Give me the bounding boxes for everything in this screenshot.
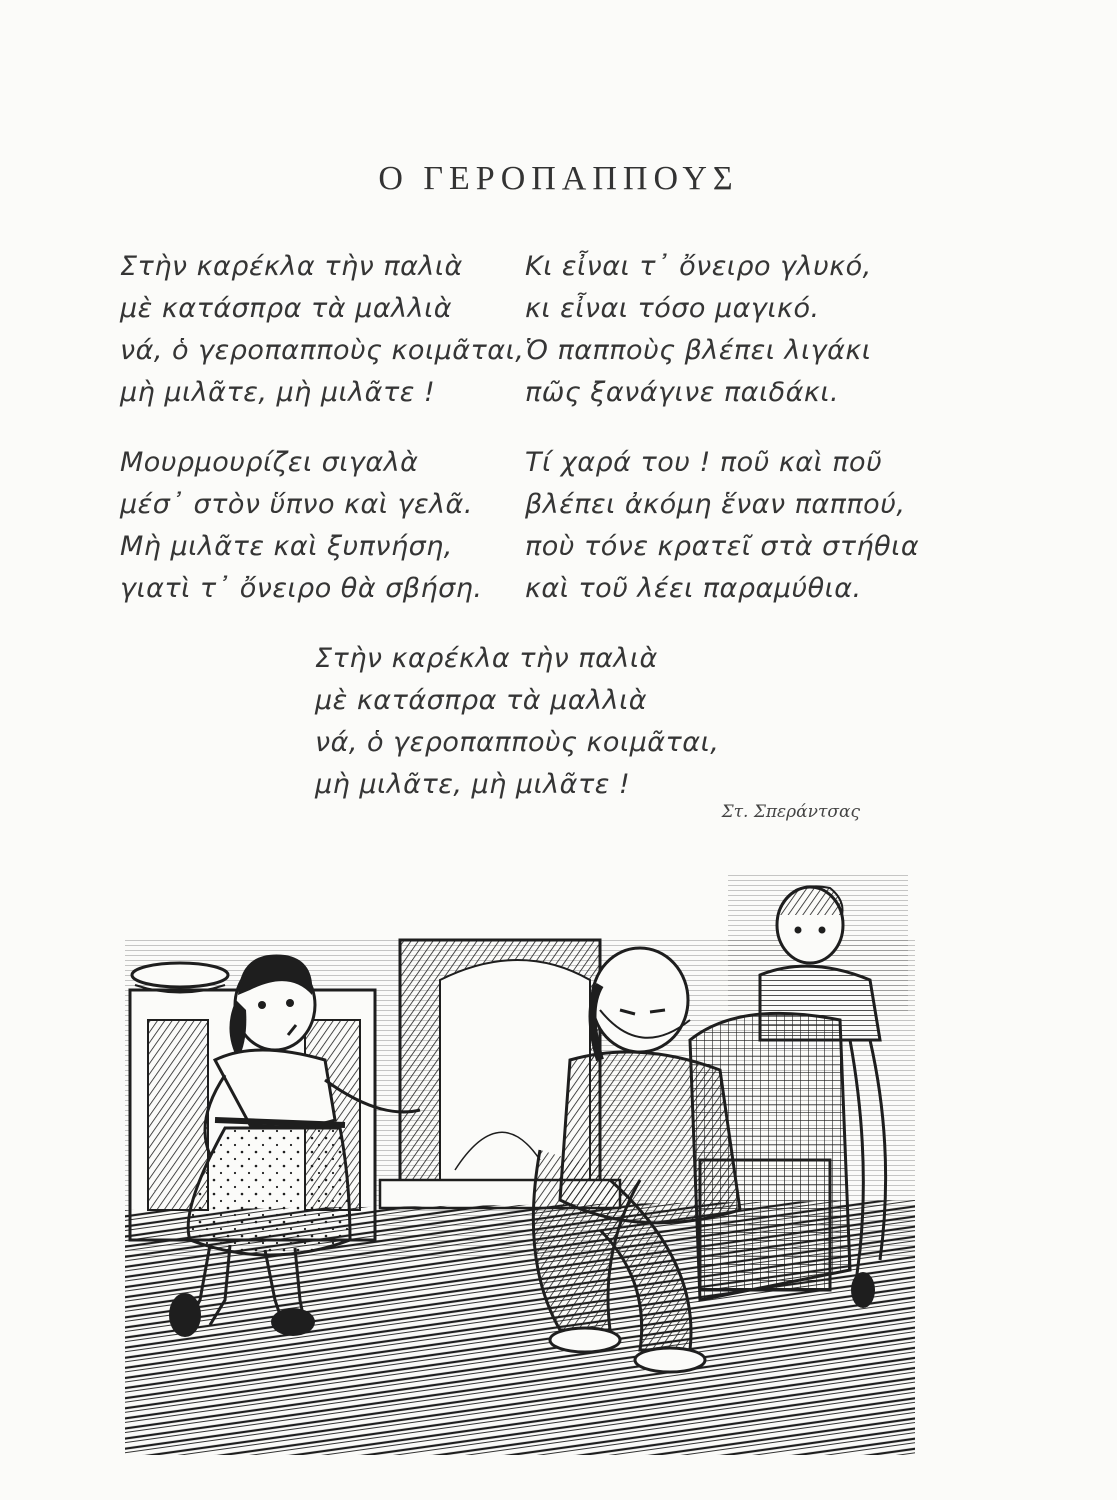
poem-title: Ο ΓΕΡΟΠΑΠΠΟΥΣ — [378, 160, 739, 197]
verse-line: νά, ὁ γεροπαπποὺς κοιμᾶται, — [315, 727, 720, 758]
verse-line: ποὺ τόνε κρατεῖ στὰ στήθια — [525, 531, 920, 562]
verse-line: Στὴν καρέκλα τὴν παλιὰ — [315, 643, 658, 674]
verse-line: μέσ᾽ στὸν ὕπνο καὶ γελᾶ. — [120, 489, 473, 520]
verse-line: γιατὶ τ᾽ ὄνειρο θὰ σβήση. — [120, 573, 483, 604]
verse-line: Τί χαρά του ! ποῦ καὶ ποῦ — [525, 447, 883, 478]
verse-line: βλέπει ἀκόμη ἕναν παππού, — [525, 489, 906, 520]
verse-line: Κι εἶναι τ᾽ ὄνειρο γλυκό, — [525, 251, 872, 282]
verse-line: καὶ τοῦ λέει παραμύθια. — [525, 573, 862, 604]
verse-line: μὲ κατάσπρα τὰ μαλλιὰ — [315, 685, 648, 716]
verse-line: Μὴ μιλᾶτε καὶ ξυπνήση, — [120, 531, 453, 562]
verse-line: Στὴν καρέκλα τὴν παλιὰ — [120, 251, 463, 282]
verse-line: μὲ κατάσπρα τὰ μαλλιὰ — [120, 293, 453, 324]
verse-line: Μουρμουρίζει σιγαλὰ — [120, 447, 419, 478]
verse-line: Ὁ παπποὺς βλέπει λιγάκι — [525, 335, 872, 366]
author-signature: Στ. Σπεράντσας — [721, 802, 860, 822]
verse-line: νά, ὁ γεροπαπποὺς κοιμᾶται, — [120, 335, 525, 366]
verse-line: κι εἶναι τόσο μαγικό. — [525, 293, 820, 324]
verse-line: πῶς ξανάγινε παιδάκι. — [525, 377, 840, 408]
verse-line: μὴ μιλᾶτε, μὴ μιλᾶτε ! — [315, 769, 631, 800]
verse-line: μὴ μιλᾶτε, μὴ μιλᾶτε ! — [120, 377, 436, 408]
